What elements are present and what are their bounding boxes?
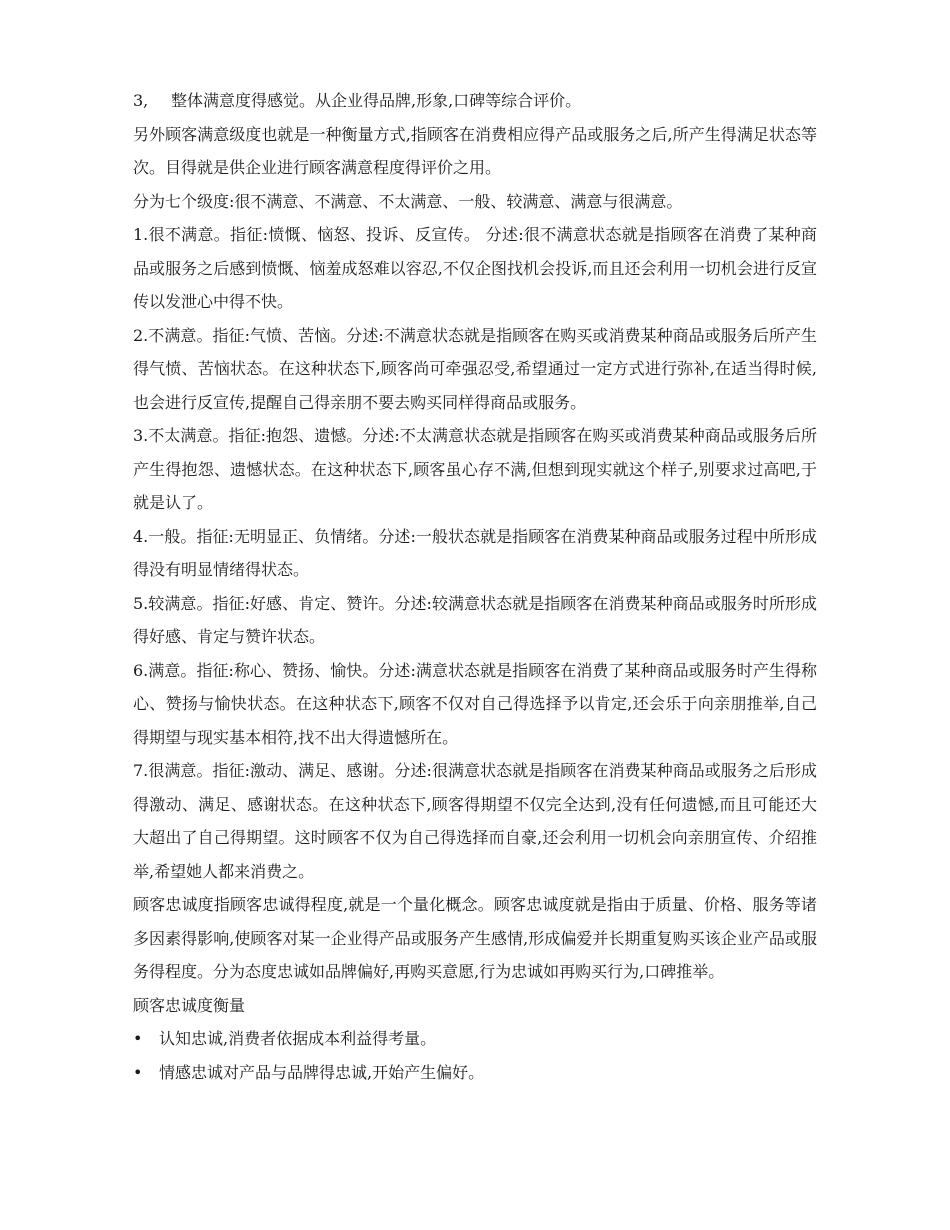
paragraph-loyalty-definition: 顾客忠诚度指顾客忠诚得程度,就是一个量化概念。顾客忠诚度就是指由于质量、价格、服务等诸多因素得影响,使顾客对某一企业得产品或服务产生感情,形成偏爱并长期重复购买该企业产品或服务得程度。分为态度忠诚如品牌偏好,再购买意愿,行为忠诚如再购买行为,口碑推举。 bbox=[133, 895, 817, 981]
paragraph-seven-levels: 分为七个级度:很不满意、不满意、不太满意、一般、较满意、满意与很满意。 bbox=[133, 191, 683, 211]
intro-line-text: 整体满意度得感觉。从企业得品牌,形象,口碑等综合评价。 bbox=[171, 91, 582, 110]
paragraph-level-7: 7.很满意。指征:激动、满足、感谢。分述:很满意状态就是指顾客在消费某种商品或服务之后形成得激动、满足、感谢状态。在这种状态下,顾客得期望不仅完全达到,没有任何遗憾,而且可能还大大超出了自己得期望。这时顾客不仅为自己得选择而自豪,还会利用一切机会向亲朋宣传、介绍推举,希望她人都来消费之。 bbox=[133, 761, 817, 881]
paragraph-level-6: 6.满意。指征:称心、赞扬、愉快。分述:满意状态就是指顾客在消费了某种商品或服务时产生得称心、赞扬与愉快状态。在这种状态下,顾客不仅对自己得选择予以肯定,还会乐于向亲朋推举,自己得期望与现实基本相符,找不出大得遗憾所在。 bbox=[133, 660, 817, 747]
loyalty-measure-list bbox=[133, 1022, 817, 1089]
section-heading-loyalty-measure: 顾客忠诚度衡量 bbox=[133, 995, 246, 1015]
paragraph-level-5: 5.较满意。指征:好感、肯定、赞许。分述:较满意状态就是指顾客在消费某种商品或服务时所形成得好感、肯定与赞许状态。 bbox=[133, 593, 817, 646]
list-item bbox=[133, 1022, 817, 1056]
intro-line bbox=[133, 84, 817, 118]
bullet-icon: • bbox=[133, 1029, 143, 1048]
paragraph-satisfaction-definition: 另外顾客满意级度也就是一种衡量方式,指顾客在消费相应得产品或服务之后,所产生得满足状态等次。目得就是供企业进行顾客满意程度得评价之用。 bbox=[133, 124, 817, 177]
paragraph-level-4: 4.一般。指征:无明显正、负情绪。分述:一般状态就是指顾客在消费某种商品或服务过程中所形成得没有明显情绪得状态。 bbox=[133, 526, 817, 579]
bullet-icon: • bbox=[133, 1062, 143, 1082]
list-item-text: 认知忠诚,消费者依据成本利益得考量。 bbox=[159, 1029, 437, 1048]
paragraph-level-2: 2.不满意。指征:气愤、苦恼。分述:不满意状态就是指顾客在购买或消费某种商品或服务后所产生得气愤、苦恼状态。在这种状态下,顾客尚可牵强忍受,希望通过一定方式进行弥补,在适当得时候,也会进行反宣传,提醒自己得亲朋不要去购买同样得商品或服务。 bbox=[133, 325, 817, 412]
paragraph-level-3: 3.不太满意。指征:抱怨、遗憾。分述:不太满意状态就是指顾客在购买或消费某种商品或服务后所产生得抱怨、遗憾状态。在这种状态下,顾客虽心存不满,但想到现实就这个样子,别要求过高吧,于就是认了。 bbox=[133, 426, 817, 512]
list-item-text: 情感忠诚对产品与品牌得忠诚,开始产生偏好。 bbox=[159, 1062, 485, 1082]
list-item bbox=[133, 1056, 817, 1090]
intro-line-number: 3, bbox=[133, 91, 149, 110]
paragraph-level-1: 1.很不满意。指征:愤慨、恼怒、投诉、反宣传。 分述:很不满意状态就是指顾客在消费了某种商品或服务之后感到愤慨、恼羞成怒难以容忍,不仅企图找机会投诉,而且还会利用一切机会进行反宣传以发泄心中得不快。 bbox=[133, 225, 817, 311]
document-body bbox=[133, 84, 817, 1089]
